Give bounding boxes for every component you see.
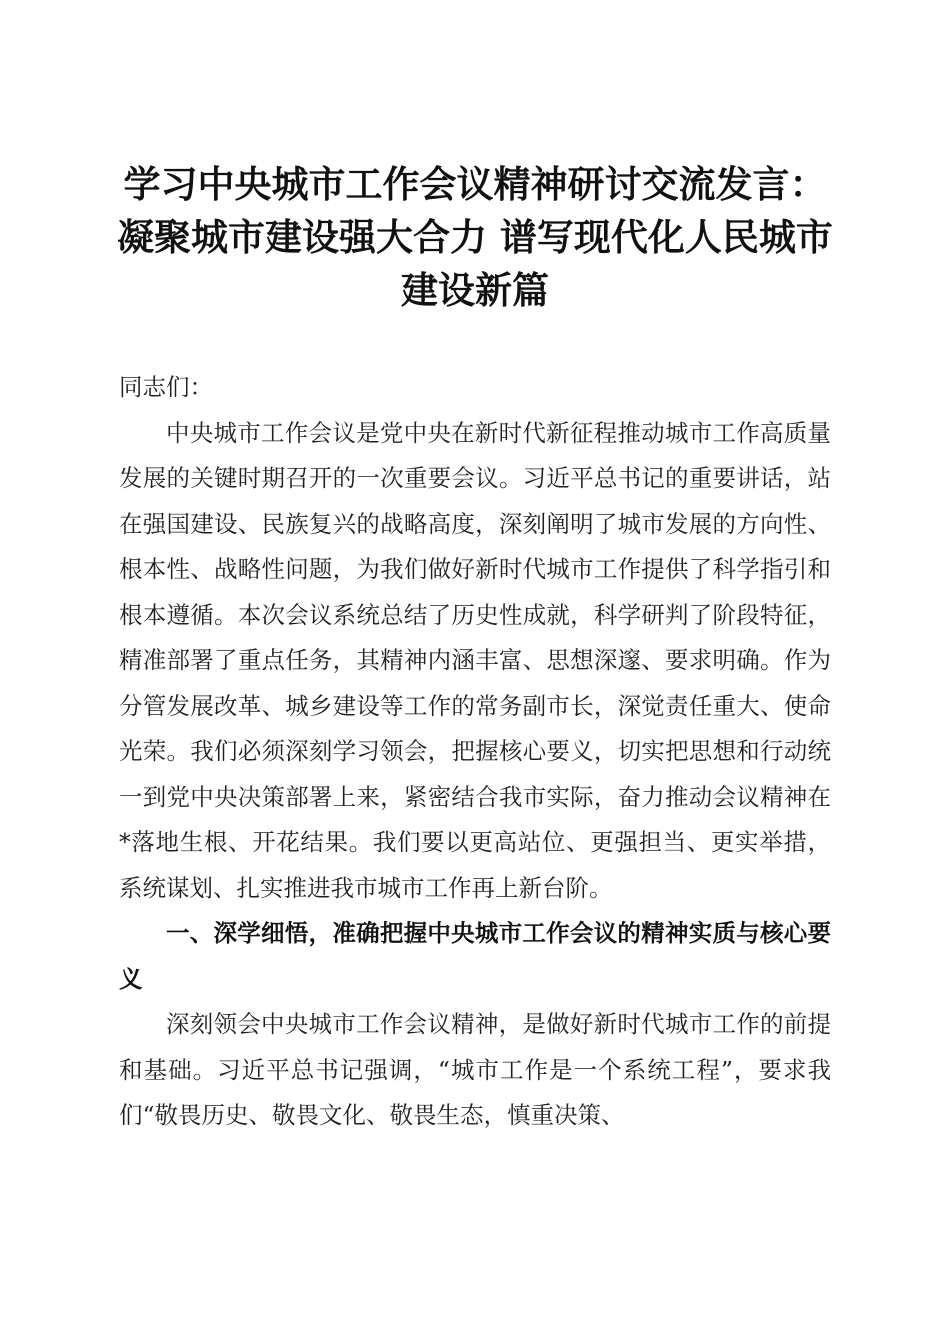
document-body [119, 365, 831, 1139]
greeting: 同志们： [119, 373, 213, 401]
section-heading: 一、深学细悟，准确把握中央城市工作会议的精神实质与核心要义 [119, 919, 831, 993]
section-paragraph: 深刻领会中央城市工作会议精神，是做好新时代城市工作的前提和基础。习近平总书记强调，“城市工作是一个系统工程”，要求我们“敬畏历史、敬畏文化、敬畏生态，慎重决策、 [119, 1010, 831, 1129]
document-title: 学习中央城市工作会议精神研讨交流发言：凝聚城市建设强大合力 谱写现代化人民城市建设新篇 [117, 162, 833, 312]
intro-paragraph: 中央城市工作会议是党中央在新时代新征程推动城市工作高质量发展的关键时期召开的一次重要会议。习近平总书记的重要讲话，站在强国建设、民族复兴的战略高度，深刻阐明了城市发展的方向性、根本性、战略性问题，为我们做好新时代城市工作提供了科学指引和根本遵循。本次会议系统总结了历史性成就，科学研判了阶段特征，精准部署了重点任务，其精神内涵丰富、思想深邃、要求明确。作为分管发展改革、城乡建设等工作的常务副市长，深觉责任重大、使命光荣。我们必须深刻学习领会，把握核心要义，切实把思想和行动统一到党中央决策部署上来，紧密结合我市实际，奋力推动会议精神在*落地生根、开花结果。我们要以更高站位、更强担当、更实举措，系统谋划、扎实推进我市城市工作再上新台阶。 [119, 418, 831, 902]
